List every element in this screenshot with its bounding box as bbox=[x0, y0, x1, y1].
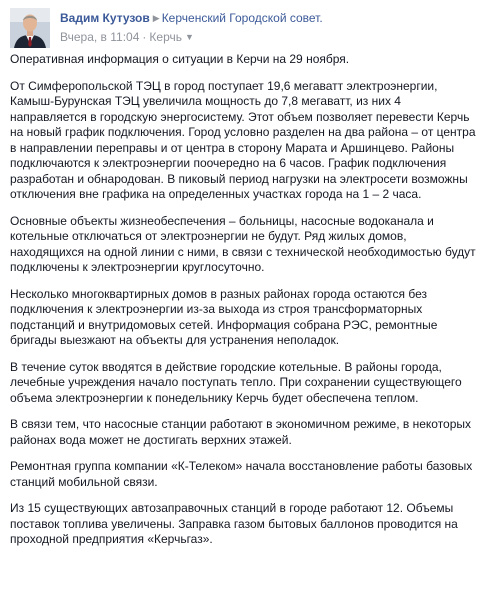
post-header bbox=[10, 8, 480, 48]
post-paragraph: В связи тем, что насосные станции работают в экономичном режиме, в некоторых районах вода может не достигать верхних этажей. bbox=[10, 417, 472, 447]
group-name-link[interactable]: Керченский Городской совет. bbox=[161, 11, 323, 25]
posted-in-arrow-icon: ▶ bbox=[152, 13, 160, 23]
post-paragraph: Ремонтная группа компании «К-Телеком» начала восстановление работы базовых станций мобильной связи. bbox=[10, 459, 473, 489]
post-paragraph: Несколько многоквартирных домов в разных районах города остаются без подключения к электроэнергии из-за выхода из строя трансформаторных подстанций и внутридомовых сетей. Информация собрана РЭС, ремонтные бригады выезжают на объекты для устранения неполадок. bbox=[10, 286, 438, 347]
post-paragraph: От Симферопольской ТЭЦ в город поступает 19,6 мегаватт электроэнергии, Камыш-Бурунская ТЭЦ увеличила мощность до 7,8 мегаватт, из них 4 направляется в городскую энергосистему. Этот объем позволяет перевести Керчь на новый график подключения. Город условно разделен на два района – от центра в направлении переправы и от центра в сторону Марата и Аршинцево. Районы подключаются к электроэнергии поочередно на 6 часов. График подключения разработан и обнародован. В пиковый период нагрузки на электросети возможны отключения вне графика на определенных участках города на 1 – 2 часа. bbox=[10, 78, 476, 201]
post-paragraph: Из 15 существующих автозаправочных станций в городе работают 12. Объемы поставок топлива увеличены. Заправка газом бытовых баллонов проводится на проходной предприятия «Керчьгаз». bbox=[10, 501, 458, 546]
post-meta bbox=[60, 29, 194, 46]
meta-separator: · bbox=[142, 30, 147, 44]
author-avatar[interactable] bbox=[10, 8, 50, 48]
post-paragraph: Основные объекты жизнеобеспечения – больницы, насосные водоканала и котельные отключаться от электроэнергии не будут. Ряд жилых домов, находящихся на одной линии с ними, в связи с технической необходимостью будут подключены к электроэнергии круглосуточно. bbox=[10, 213, 476, 274]
avatar-portrait-icon bbox=[10, 8, 50, 48]
post-paragraph: В течение суток вводятся в действие городские котельные. В районы города, лечебные учреждения начало поступать тепло. При сохранении существующего объема электроэнергии к понедельнику Керчь будет обеспечена теплом. bbox=[10, 359, 462, 405]
post-body bbox=[10, 52, 476, 559]
author-name-link[interactable]: Вадим Кутузов bbox=[60, 11, 150, 25]
post-location[interactable]: Керчь bbox=[149, 30, 182, 44]
post-paragraph: Оперативная информация о ситуации в Керчи на 29 ноября. bbox=[10, 52, 350, 66]
post-timestamp-link[interactable]: Вчера, в 11:04 bbox=[60, 30, 140, 44]
author-line bbox=[60, 10, 323, 27]
chevron-down-icon[interactable]: ▼ bbox=[184, 32, 194, 42]
